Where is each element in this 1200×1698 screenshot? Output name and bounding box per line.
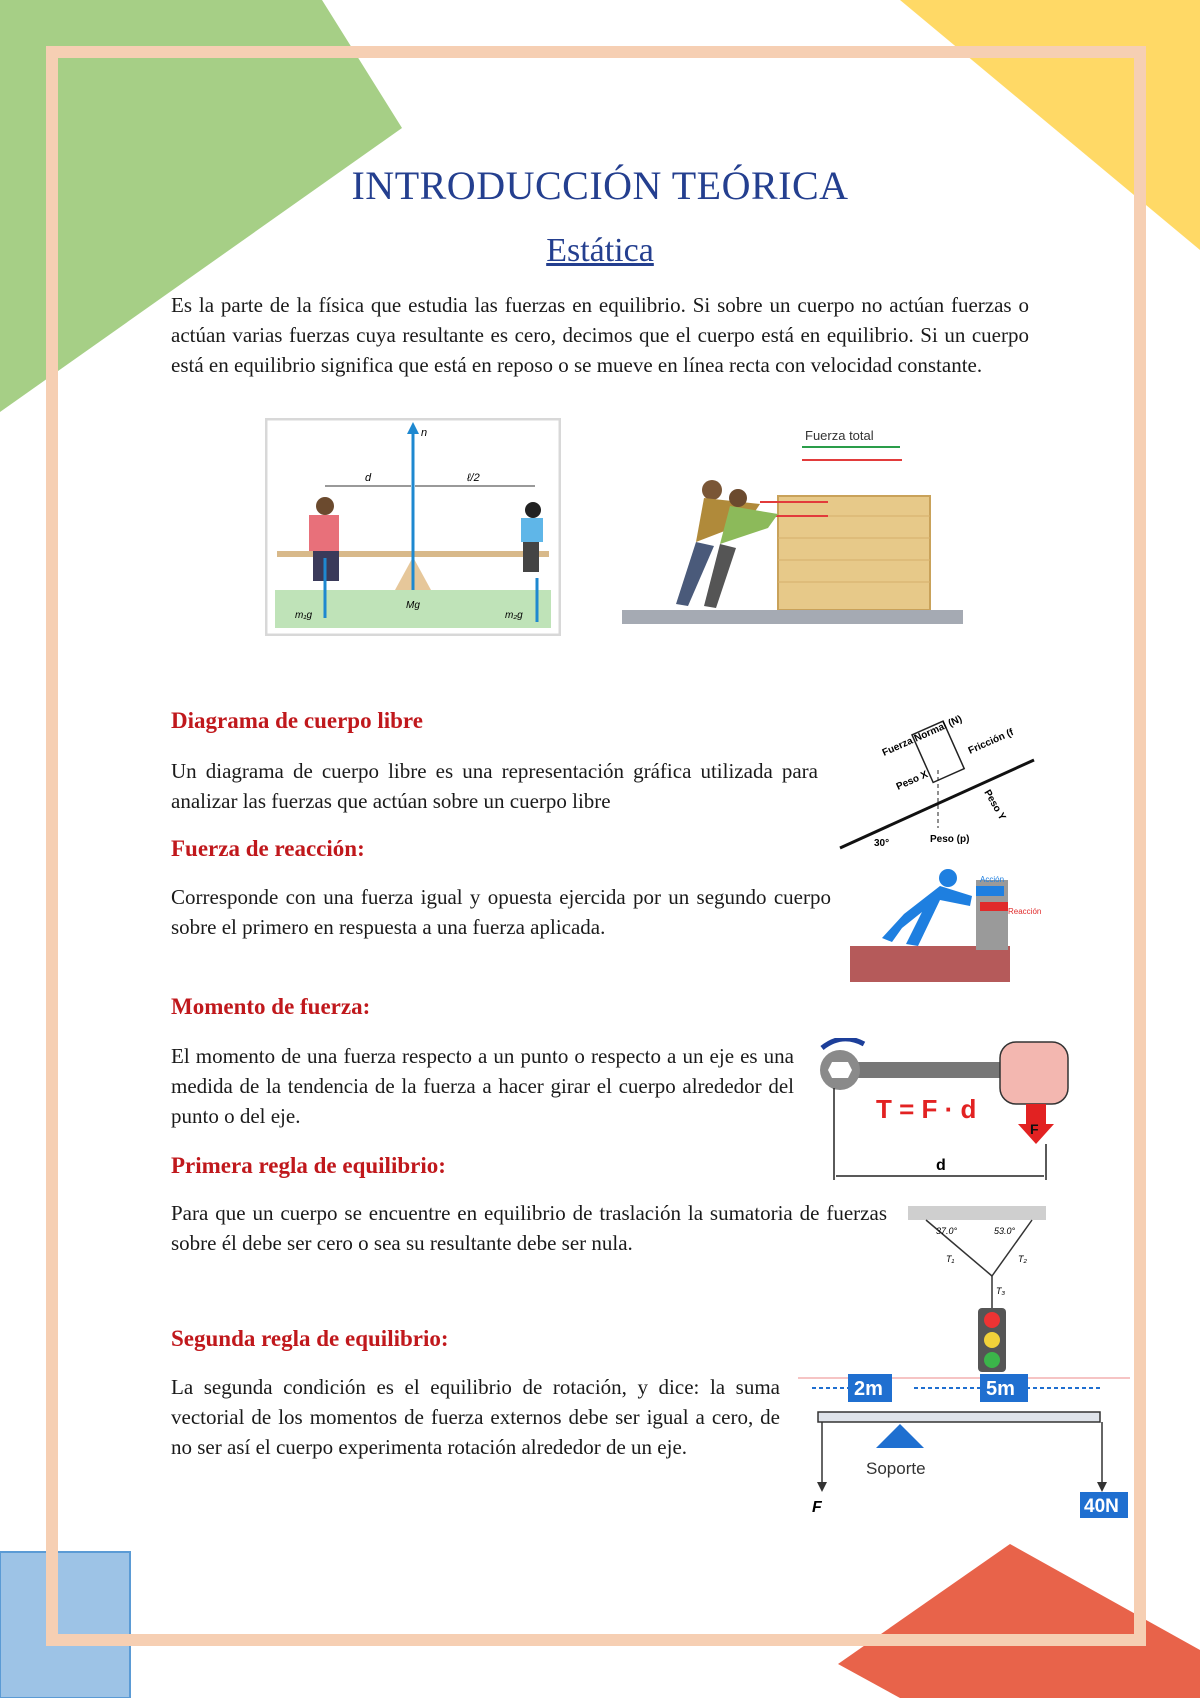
board-weight-label: Mg: [406, 600, 420, 611]
freebody-figure: [838, 700, 1038, 850]
section-second-rule-text: La segunda condición es el equilibrio de rotación, y dice: la suma vectorial de los momentos de fuerza externos debe ser igual a cero, de no ser así el cuerpo experimenta rotación alrededor de un eje.: [171, 1375, 780, 1459]
section-second-rule-heading: Segunda regla de equilibrio:: [171, 1326, 449, 1351]
load-label: 40N: [1084, 1496, 1119, 1517]
total-force-label: Fuerza total: [805, 428, 874, 443]
reaction-figure: [848, 866, 1043, 986]
force-label: F: [1030, 1121, 1039, 1137]
support-label: Soporte: [866, 1459, 926, 1478]
traffic-light-figure: [906, 1204, 1048, 1374]
page-subtitle: Estática: [546, 232, 654, 269]
distance-label: d: [936, 1157, 946, 1174]
section-moment-text: El momento de una fuerza respecto a un punto o respecto a un eje es una medida de la tendencia de la fuerza a hacer girar el cuerpo alrededor del punto o del eje.: [171, 1044, 794, 1128]
tension2-label: T₂: [1018, 1254, 1027, 1264]
section-first-rule-heading: Primera regla de equilibrio:: [171, 1153, 446, 1178]
weight2-label: m₂g: [505, 610, 523, 621]
weight1-label: m₁g: [295, 610, 313, 621]
distance1-label: 2m: [854, 1378, 883, 1400]
force-label: F: [812, 1499, 822, 1516]
normal-force-label: Fuerza Normal (N): [880, 713, 964, 759]
beam-figure: [796, 1370, 1132, 1520]
half-length-label: ℓ/2: [467, 472, 480, 484]
torque-formula: T = F · d: [876, 1094, 977, 1124]
angle2-label: 53.0°: [994, 1226, 1016, 1236]
intro-paragraph: Es la parte de la física que estudia las fuerzas en equilibrio. Si sobre un cuerpo no actúan fuerzas o actúan varias fuerzas cuya resultante es cero, decimos que el cuerpo está en equilibrio. Si un cuerpo está en equilibrio significa que está en reposo o se mueve en línea recta con velocidad constante.: [171, 293, 1029, 377]
section-moment-heading: Momento de fuerza:: [171, 994, 371, 1019]
section-reaction-heading: Fuerza de reacción:: [171, 836, 365, 861]
action-label: Acción: [980, 875, 1005, 884]
section-reaction-text: Corresponde con una fuerza igual y opuesta ejercida por un segundo cuerpo sobre el primero en respuesta a una fuerza aplicada.: [171, 885, 831, 939]
reaction-label: Reacción: [1008, 907, 1042, 916]
page-title: INTRODUCCIÓN TEÓRICA: [351, 163, 849, 208]
section-freebody-heading: Diagrama de cuerpo libre: [171, 708, 423, 733]
angle-label: 30°: [874, 838, 890, 849]
angle1-label: 37.0°: [936, 1226, 958, 1236]
distance2-label: 5m: [986, 1378, 1015, 1400]
seesaw-figure: [265, 418, 561, 636]
tension3-label: T₃: [996, 1286, 1006, 1296]
tension1-label: T₁: [946, 1254, 955, 1264]
normal-force-label: n: [421, 427, 428, 439]
friction-label: Fricción (f: [966, 727, 1016, 757]
weight-y-label: Peso Y: [981, 788, 1008, 823]
distance-label: d: [365, 472, 372, 484]
pushing-box-figure: [620, 426, 965, 626]
section-first-rule-text: Para que un cuerpo se encuentre en equilibrio de traslación la sumatoria de fuerzas sobre él debe ser cero o sea su resultante debe ser nula.: [171, 1201, 887, 1255]
wrench-figure: [812, 1038, 1080, 1186]
weight-label: Peso (p): [930, 834, 970, 845]
weight-x-label: Peso X: [894, 769, 930, 793]
section-freebody-text: Un diagrama de cuerpo libre es una representación gráfica utilizada para analizar las fuerzas que actúan sobre un cuerpo libre: [171, 759, 818, 813]
